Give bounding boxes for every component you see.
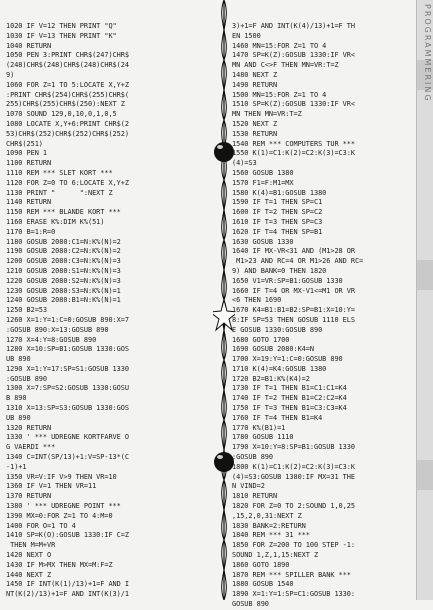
side-tab-strip (416, 0, 433, 600)
code-line: 1830 BANK=2:RETURN (232, 521, 306, 530)
code-line: 1720 B2=B1:K%(K4)=2 (232, 374, 310, 383)
code-line: 1460 MN=15:FOR Z=1 TO 4 (232, 41, 327, 50)
code-line: 1120 FOR Z=0 TO 6:LOCATE X,Y+Z (6, 178, 129, 187)
code-line: 1360 IF V=1 THEN VR=11 (6, 482, 97, 491)
code-line: 1870 REM *** SPILLER BANK *** (232, 570, 351, 579)
code-line: 1820 FOR Z=0 TO 2:SOUND 1,0,25 (232, 502, 355, 511)
code-line: 9) AND BANK=0 THEN 1820 (232, 266, 327, 275)
code-line: 1650 V1=VR:SP=B1:GOSUB 1330 (232, 276, 343, 285)
code-line: (248)CHR$(248)CHR$(248)CHR$(24 (6, 61, 129, 70)
code-line: 1080 LOCATE X,Y+6:PRINT CHR$(2 (6, 119, 129, 128)
code-line: CHR$(251) (6, 139, 43, 148)
code-line: 1690 GOSUB 2080:K4=N (232, 345, 314, 354)
code-line: 1290 X=1:Y=17:SP=S1:GOSUB 1330 (6, 364, 129, 373)
code-line: 1140 RETURN (6, 198, 52, 207)
code-line: G VAERDI *** (6, 443, 56, 452)
code-line: 1570 F1=F:M1=MX (232, 178, 294, 187)
black-ball-ornament (214, 142, 234, 162)
black-ball-ornament (214, 452, 234, 472)
code-line: 1040 RETURN (6, 41, 52, 50)
code-line: UB 890 (6, 355, 31, 364)
code-line: 1600 IF T=2 THEN SP=C2 (232, 208, 323, 217)
code-line: :GOSUB 890:X=13:GOSUB 890 (6, 325, 109, 334)
code-line: 1150 REM *** BLANDE KORT *** (6, 208, 121, 217)
code-line: EN 1500 (232, 31, 261, 40)
code-line: 1740 IF T=2 THEN B1=C2:C2=K4 (232, 394, 347, 403)
code-line: 1450 IF INT(K(1)/13)+1=F AND I (6, 580, 129, 589)
code-line: 1390 MX=0:FOR Z=1 TO 4:M=0 (6, 511, 113, 520)
code-line: :PRINT CHR$(254)CHR$(255)CHR$( (6, 90, 129, 99)
code-line: 1020 IF V=12 THEN PRINT "Q" (6, 22, 117, 30)
code-line: 1520 NEXT Z (232, 119, 278, 128)
code-line: 1190 GOSUB 2080:C2=N:K%(N)=2 (6, 247, 121, 256)
code-line: E GOSUB 1330:GOSUB 890 (232, 325, 323, 334)
code-line: 1470 SP=K(Z):GOSUB 1330:IF VR< (232, 51, 355, 60)
code-line: 1500 MN=15:FOR Z=1 TO 4 (232, 90, 327, 99)
code-line: (4)=S3 (232, 159, 257, 168)
code-line: 1800 K(1)=C1:K(2)=C2:K(3)=C3:K (232, 462, 355, 471)
code-line: MN AND C<>F THEN MN=VR:T=Z (232, 61, 339, 70)
code-line: 1490 RETURN (232, 80, 278, 89)
code-line: 1550 K(1)=C1:K(2)=C2:K(3)=C3:K (232, 149, 355, 158)
code-line: 1680 GOTO 1700 (232, 335, 290, 344)
code-line: 1330 ' *** UDREGNE KORTFARVE O (6, 433, 129, 442)
code-line: 9) (6, 70, 15, 79)
code-line: 1840 REM *** 31 *** (232, 531, 310, 540)
code-line: N VIND=2 (232, 482, 265, 491)
code-line: SOUND 1,Z,1,15:NEXT Z (232, 551, 319, 560)
code-line: ,15,2,0,31:NEXT Z (232, 511, 302, 520)
code-line: 1430 IF M>MX THEN MX=M:F=Z (6, 560, 113, 569)
code-line: 1750 IF T=3 THEN B1=C3:C3=K4 (232, 404, 347, 413)
code-line: 1060 FOR Z=1 TO 5:LOCATE X,Y+Z (6, 80, 129, 89)
code-line: 1050 PEN 3:PRINT CHR$(247)CHR$ (6, 51, 129, 60)
code-line: 1220 GOSUB 2080:S2=N:K%(N)=3 (6, 276, 121, 285)
code-line: 3)+1=F AND INT(K(4)/13)+1=F TH (232, 22, 355, 30)
code-line: 1210 GOSUB 2080:S1=N:K%(N)=3 (6, 266, 121, 275)
code-line: 1510 SP=K(Z):GOSUB 1330:IF VR< (232, 100, 355, 109)
code-line: 1070 SOUND 129,0,10,0,1,0,5 (6, 110, 117, 119)
code-line: 1160 ERASE K%:DIM K%(51) (6, 217, 105, 226)
code-line: 1300 X=7:SP=S2:GOSUB 1330:GOSU (6, 384, 129, 393)
code-line: 1400 FOR O=1 TO 4 (6, 521, 76, 530)
code-line: 1760 IF T=4 THEN B1=K4 (232, 413, 323, 422)
code-line: 1110 REM *** SLET KORT *** (6, 168, 113, 177)
code-line: 1170 B=1:R=0 (6, 227, 56, 236)
code-line: (4)=S3:GOSUB 1380:IF MX=31 THE (232, 472, 355, 481)
code-line: THEN M=M+VR (6, 541, 56, 550)
code-line: 1440 NEXT Z (6, 570, 52, 579)
code-line: 1480 NEXT Z (232, 70, 278, 79)
code-line: 1410 SP=K(O):GOSUB 1330:IF C=Z (6, 531, 129, 540)
code-line: 1880 GOSUB 1540 (232, 580, 294, 589)
code-line: -1)+1 (6, 462, 27, 471)
code-line: 1780 GOSUB 1110 (232, 433, 294, 442)
code-line: 1380 ' *** UDREGNE POINT *** (6, 502, 121, 511)
code-line: 1630 GOSUB 1330 (232, 237, 294, 246)
code-line: 1850 FOR Z=200 TO 100 STEP -1: (232, 541, 355, 550)
code-line: 1230 GOSUB 2080:S3=N:K%(N)=1 (6, 286, 121, 295)
code-line: M1>23 AND RC=4 OR M1>26 AND RC= (232, 257, 364, 266)
code-line: 1540 REM *** COMPUTERS TUR *** (232, 139, 355, 148)
code-line: 1770 K%(B1)=1 (232, 423, 286, 432)
code-line: B 890 (6, 394, 27, 403)
code-line: 1530 RETURN (232, 129, 278, 138)
code-column-right (232, 22, 410, 610)
code-line: 53)CHR$(252)CHR$(252)CHR$(252) (6, 129, 129, 138)
code-line: 1320 RETURN (6, 423, 52, 432)
code-line: 1090 PEN 1 (6, 149, 47, 158)
code-line: 1240 GOSUB 2080:B1=N:K%(N)=1 (6, 296, 121, 305)
code-line: 1620 IF T=4 THEN SP=B1 (232, 227, 323, 236)
code-line: 1700 X=19:Y=1:C=0:GOSUB 890 (232, 355, 343, 364)
code-line: 1370 RETURN (6, 492, 52, 501)
code-line: 1670 K4=B1:B1=B2:SP=B1:X=10:Y= (232, 306, 355, 315)
code-line: 1250 B2=53 (6, 306, 47, 315)
code-line: 255)CHR$(255)CHR$(250):NEXT Z (6, 100, 125, 109)
code-line: NT(K(2)/13)+1=F AND INT(K(3)/1 (6, 590, 129, 599)
code-line: :GOSUB 890 (6, 374, 47, 383)
code-line: <6 THEN 1690 (232, 296, 282, 305)
code-line: 1590 IF T=1 THEN SP=C1 (232, 198, 323, 207)
code-line: 1310 X=13:SP=S3:GOSUB 1330:GOS (6, 404, 129, 413)
code-line: UB 890 (6, 413, 31, 422)
code-line: 1790 X=10:Y=8:SP=B1:GOSUB 1330 (232, 443, 355, 452)
code-line: 1200 GOSUB 2080:C3=N:K%(N)=3 (6, 257, 121, 266)
code-line: 1560 GOSUB 1380 (232, 168, 294, 177)
code-line: 1610 IF T=3 THEN SP=C3 (232, 217, 323, 226)
code-line: 1420 NEXT O (6, 551, 52, 560)
code-line: 1100 RETURN (6, 159, 52, 168)
code-line: 1130 PRINT " ":NEXT Z (6, 188, 113, 197)
code-line: GOSUB 890 (232, 600, 269, 609)
code-line: 1810 RETURN (232, 492, 278, 501)
code-line: 1890 X=1:Y=1:SP=C1:GOSUB 1330: (232, 590, 355, 599)
code-line: 1340 C=INT(SP/13)+1:V=SP-13*(C (6, 453, 129, 462)
code-line: 1030 IF V=13 THEN PRINT "K" (6, 31, 117, 40)
code-line: :GOSUB 890 (232, 453, 273, 462)
code-line: 1260 X=1:Y=1:C=0:GOSUB 890:X=7 (6, 315, 129, 324)
code-line: 1660 IF T=4 OR MX-V1<=M1 OR VR (232, 286, 355, 295)
code-line: 1580 K(4)=B1:GOSUB 1380 (232, 188, 327, 197)
code-line: 1350 VR=V:IF V>9 THEN VR=10 (6, 472, 117, 481)
code-line: 1640 IF MX-VR<31 AND (M1>28 OR (232, 247, 355, 256)
code-line: 1270 X=4:Y=8:GOSUB 890 (6, 335, 97, 344)
code-line: 1730 IF T=1 THEN B1=C1:C1=K4 (232, 384, 347, 393)
code-line: 1180 GOSUB 2080:C1=N:K%(N)=2 (6, 237, 121, 246)
code-line: 1860 GOTO 1890 (232, 560, 290, 569)
code-line: 1710 K(4)=K4:GOSUB 1380 (232, 364, 327, 373)
side-label: PROGRAMMERING (423, 4, 432, 103)
code-line: 1280 X=10:SP=B1:GOSUB 1330:GOS (6, 345, 129, 354)
code-line: MN THEN MN=VR:T=Z (232, 110, 302, 119)
code-line: 8:IF SP=53 THEN GOSUB 1110 ELS (232, 315, 355, 324)
code-column-left (6, 22, 216, 600)
